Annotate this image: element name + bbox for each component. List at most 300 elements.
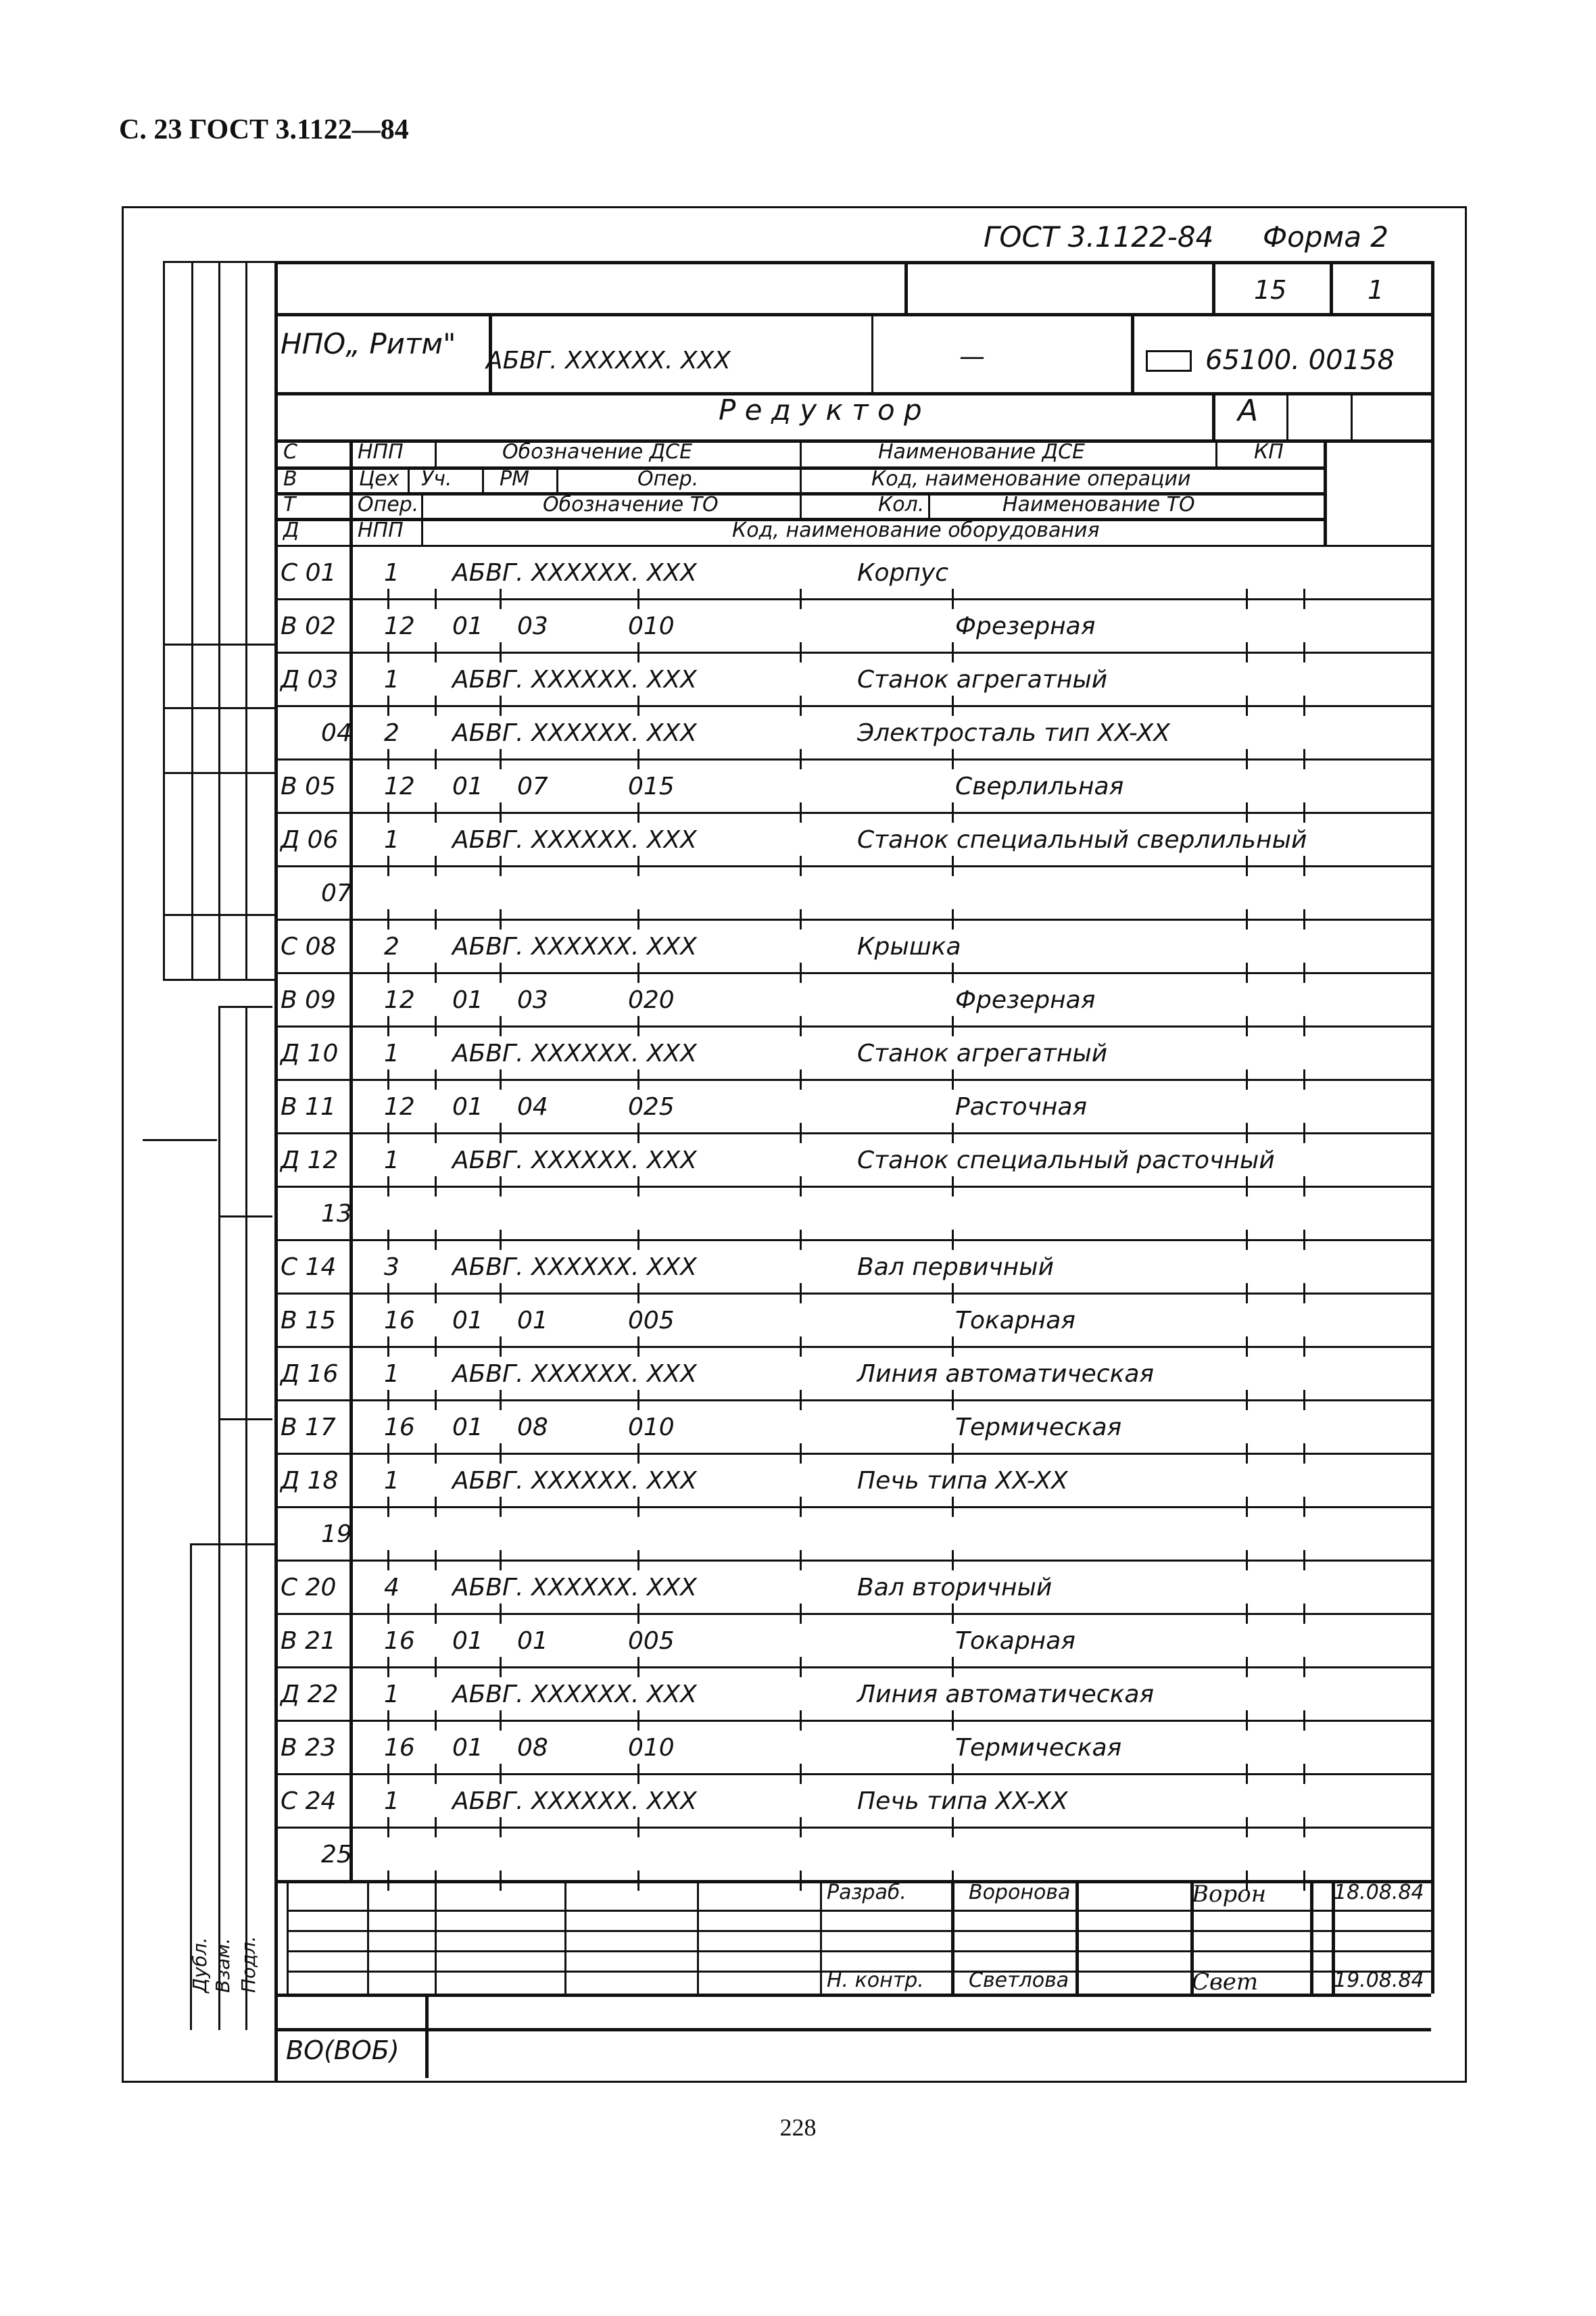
grid-tick: [800, 1668, 802, 1677]
grid-tick: [387, 1283, 389, 1293]
signature-line: [287, 1950, 1431, 1952]
grid-tick: [435, 1134, 437, 1143]
grid-tick: [800, 973, 802, 983]
grid-tick: [435, 1561, 437, 1570]
header-field-4-2: Код, наименование оборудования: [732, 518, 1100, 542]
row-line: [274, 652, 1431, 654]
row-quantity: 16: [384, 1307, 415, 1334]
grid-tick: [1303, 696, 1305, 705]
grid-tick: [800, 856, 802, 865]
sheets-total: 15: [1254, 275, 1287, 305]
grid-tick: [435, 1069, 437, 1079]
grid-tick: [952, 1294, 954, 1303]
grid-tick: [435, 653, 437, 662]
grid-tick: [387, 1817, 389, 1827]
row-name: Расточная: [955, 1093, 1088, 1121]
grid-tick: [387, 706, 389, 716]
grid-tick: [435, 1240, 437, 1250]
row-quantity: 3: [384, 1253, 400, 1281]
grid-tick: [952, 1240, 954, 1250]
grid-tick: [800, 589, 802, 598]
header-field-4-1: НПП: [358, 518, 404, 542]
row-label-divider: [349, 1026, 353, 1079]
grid-tick: [800, 909, 802, 919]
margin-line: [218, 1418, 272, 1420]
grid-tick: [1303, 1401, 1305, 1410]
row-line: [274, 1079, 1431, 1081]
grid-tick: [1303, 1347, 1305, 1357]
grid-tick: [1303, 760, 1305, 769]
grid-tick: [1246, 1550, 1248, 1560]
grid-tick: [800, 867, 802, 876]
row-label-divider: [349, 758, 353, 812]
grid-tick: [500, 963, 502, 972]
grid-tick: [800, 1443, 802, 1453]
grid-tick: [500, 1657, 502, 1666]
grid-tick: [1246, 963, 1248, 972]
grid-tick: [435, 1283, 437, 1293]
grid-tick: [952, 1347, 954, 1357]
grid-tick: [952, 1614, 954, 1624]
grid-tick: [435, 1710, 437, 1720]
margin-line: [218, 261, 220, 981]
grid-tick: [387, 653, 389, 662]
grid-tick: [1246, 1240, 1248, 1250]
grid-tick: [637, 760, 639, 769]
grid-tick: [637, 1603, 639, 1613]
grid-tick: [952, 920, 954, 930]
grid-tick: [1303, 1550, 1305, 1560]
grid-tick: [952, 696, 954, 705]
grid-tick: [435, 867, 437, 876]
grid-tick: [952, 802, 954, 812]
grid-tick: [435, 1336, 437, 1346]
row-quantity: 12: [384, 1093, 415, 1121]
row-label-divider: [349, 1773, 353, 1827]
grid-tick: [435, 1294, 437, 1303]
header-separator: [800, 492, 802, 518]
grid-tick: [1303, 1497, 1305, 1506]
row-label: Д 22: [281, 1681, 339, 1708]
grid-tick: [500, 706, 502, 716]
row-code: АБВГ. XXXXXX. XXX: [452, 1787, 697, 1815]
signature-separator: [564, 1880, 566, 1994]
grid-tick: [952, 1603, 954, 1613]
row-label: С 24: [281, 1787, 337, 1815]
doc-type-line: [274, 2028, 1431, 2031]
grid-tick: [1303, 1710, 1305, 1720]
row-name: Печь типа XX-XX: [857, 1467, 1068, 1495]
row-code: 01: [452, 1307, 483, 1334]
header-field-2-1: Цех: [359, 467, 400, 491]
grid-tick: [1303, 706, 1305, 716]
grid-tick: [952, 1390, 954, 1399]
grid-tick: [952, 1336, 954, 1346]
grid-tick: [1246, 1603, 1248, 1613]
grid-tick: [952, 1027, 954, 1036]
grid-tick: [1246, 749, 1248, 758]
grid-tick: [800, 653, 802, 662]
row-quantity: 12: [384, 773, 415, 800]
grid-tick: [1246, 1187, 1248, 1197]
grid-tick: [1246, 1443, 1248, 1453]
grid-tick: [1303, 1390, 1305, 1399]
grid-tick: [800, 1283, 802, 1293]
row-operation: 010: [628, 1734, 675, 1762]
row-code: АБВГ. XXXXXX. XXX: [452, 719, 697, 747]
row-label-divider: [349, 1453, 353, 1506]
header-field-1-4: КП: [1254, 440, 1284, 464]
grid-tick: [1246, 760, 1248, 769]
row-quantity: 1: [384, 826, 400, 854]
grid-tick: [800, 1027, 802, 1036]
grid-tick: [1303, 1134, 1305, 1143]
grid-tick: [800, 1497, 802, 1506]
grid-tick: [387, 1603, 389, 1613]
grid-tick: [387, 1390, 389, 1399]
grid-tick: [1303, 1603, 1305, 1613]
row-name: Сверлильная: [955, 773, 1124, 800]
header-separator: [928, 492, 930, 518]
grid-tick: [952, 1668, 954, 1677]
header-separator: [408, 466, 410, 492]
row-line: [274, 1186, 1431, 1188]
margin-line: [218, 1215, 272, 1217]
grid-tick: [500, 1764, 502, 1773]
grid-tick: [1246, 1828, 1248, 1837]
grid-tick: [637, 1283, 639, 1293]
grid-tick: [1246, 1069, 1248, 1079]
page-number: 228: [779, 2114, 817, 2141]
row-operation: 010: [628, 1414, 675, 1441]
organization-name: НПО„ Ритм": [281, 327, 456, 360]
grid-tick: [500, 1454, 502, 1464]
grid-tick: [1246, 1123, 1248, 1132]
grid-tick: [800, 1230, 802, 1239]
grid-tick: [952, 1561, 954, 1570]
grid-tick: [1246, 1027, 1248, 1036]
grid-tick: [435, 1497, 437, 1506]
grid-tick: [500, 973, 502, 983]
grid-tick: [435, 1721, 437, 1731]
grid-tick: [637, 653, 639, 662]
row-quantity: 12: [384, 612, 415, 640]
grid-tick: [500, 760, 502, 769]
row-label-divider: [349, 1720, 353, 1773]
grid-tick: [435, 1603, 437, 1613]
grid-tick: [1246, 1134, 1248, 1143]
row-operation: 005: [628, 1307, 675, 1334]
grid-tick: [387, 1134, 389, 1143]
row-label-divider: [349, 1239, 353, 1293]
grid-tick: [800, 1561, 802, 1570]
header-separator: [421, 518, 423, 545]
row-code: АБВГ. XXXXXX. XXX: [452, 826, 697, 854]
grid-tick: [387, 1668, 389, 1677]
grid-tick: [435, 1871, 437, 1880]
margin-line: [191, 261, 193, 981]
grid-tick: [800, 1507, 802, 1517]
margin-line: [163, 261, 278, 263]
row-name: Станок агрегатный: [857, 1040, 1108, 1067]
grid-tick: [952, 1123, 954, 1132]
row-label-divider: [349, 972, 353, 1026]
grid-tick: [387, 642, 389, 652]
grid-tick: [637, 920, 639, 930]
grid-tick: [637, 1764, 639, 1773]
product-code: 65100. 00158: [1205, 345, 1395, 376]
grid-tick: [500, 1401, 502, 1410]
grid-tick: [500, 1240, 502, 1250]
grid-tick: [637, 1828, 639, 1837]
row-operation: 020: [628, 986, 675, 1014]
grid-tick: [952, 813, 954, 823]
header-separator: [421, 492, 423, 518]
grid-tick: [1246, 1454, 1248, 1464]
grid-tick: [952, 1764, 954, 1773]
row-name: Вал первичный: [857, 1253, 1054, 1281]
grid-tick: [1303, 1176, 1305, 1186]
grid-tick: [637, 1080, 639, 1090]
margin-line: [163, 707, 278, 709]
grid-tick: [952, 749, 954, 758]
grid-tick: [637, 1401, 639, 1410]
product-title: Р е д у к т о р: [719, 393, 922, 427]
header-type-4: Д: [283, 518, 299, 542]
grid-tick: [637, 1176, 639, 1186]
route-card-form: [122, 206, 1467, 2083]
row-label-divider: [349, 1666, 353, 1720]
row-code: АБВГ. XXXXXX. XXX: [452, 1040, 697, 1067]
grid-line: [1212, 261, 1215, 313]
row-section: 08: [517, 1414, 548, 1441]
grid-tick: [435, 1230, 437, 1239]
grid-tick: [800, 1721, 802, 1731]
grid-tick: [500, 867, 502, 876]
row-label-divider: [349, 1399, 353, 1453]
grid-tick: [1246, 1561, 1248, 1570]
row-quantity: 12: [384, 986, 415, 1014]
row-label: Д 18: [281, 1467, 339, 1495]
header-field-2-4: Опер.: [637, 467, 699, 491]
row-label: В 17: [281, 1414, 336, 1441]
grid-tick: [800, 813, 802, 823]
grid-tick: [637, 1240, 639, 1250]
row-name: Токарная: [955, 1627, 1075, 1655]
row-quantity: 2: [384, 719, 400, 747]
margin-line: [163, 261, 165, 981]
margin-line: [218, 1006, 272, 1008]
grid-tick: [1303, 642, 1305, 652]
doc-type-separator: [425, 1994, 429, 2078]
grid-tick: [387, 600, 389, 609]
grid-tick: [500, 1871, 502, 1880]
grid-tick: [500, 1507, 502, 1517]
grid-tick: [1303, 1828, 1305, 1837]
grid-tick: [387, 920, 389, 930]
grid-tick: [387, 696, 389, 705]
grid-tick: [800, 963, 802, 972]
grid-tick: [952, 1817, 954, 1827]
row-name: Токарная: [955, 1307, 1075, 1334]
grid-tick: [500, 802, 502, 812]
grid-tick: [387, 963, 389, 972]
grid-tick: [435, 1828, 437, 1837]
row-line: [274, 1346, 1431, 1348]
grid-tick: [637, 1187, 639, 1197]
grid-tick: [637, 696, 639, 705]
grid-tick: [1246, 1657, 1248, 1666]
grid-tick: [435, 813, 437, 823]
side-label-podl: Подл.: [237, 1935, 260, 1993]
grid-tick: [637, 856, 639, 865]
grid-tick: [500, 1443, 502, 1453]
grid-tick: [387, 1336, 389, 1346]
grid-tick: [435, 1390, 437, 1399]
grid-tick: [952, 856, 954, 865]
grid-tick: [1303, 1336, 1305, 1346]
grid-tick: [637, 1668, 639, 1677]
row-code: АБВГ. XXXXXX. XXX: [452, 1467, 697, 1495]
row-quantity: 1: [384, 1467, 400, 1495]
grid-tick: [952, 973, 954, 983]
grid-tick: [637, 1230, 639, 1239]
grid-tick: [800, 920, 802, 930]
header-separator: [1215, 439, 1217, 466]
grid-tick: [952, 760, 954, 769]
header-field-1-3: Наименование ДСЕ: [878, 440, 1086, 464]
row-section: 07: [517, 773, 548, 800]
row-label: 25: [321, 1841, 352, 1868]
grid-tick: [500, 1016, 502, 1026]
grid-tick: [800, 1710, 802, 1720]
grid-tick: [1303, 909, 1305, 919]
grid-tick: [637, 963, 639, 972]
signature-separator: [951, 1880, 954, 1994]
row-label: В 02: [281, 612, 336, 640]
grid-tick: [387, 749, 389, 758]
header-field-3-4: Наименование ТО: [1002, 493, 1195, 516]
row-operation: 025: [628, 1093, 675, 1121]
grid-tick: [637, 749, 639, 758]
grid-tick: [1246, 1390, 1248, 1399]
grid-tick: [500, 589, 502, 598]
grid-tick: [1303, 1764, 1305, 1773]
grid-tick: [435, 1657, 437, 1666]
header-field-2-5: Код, наименование операции: [871, 467, 1191, 491]
row-name: Фрезерная: [955, 612, 1096, 640]
row-label: 04: [321, 719, 352, 747]
row-code: АБВГ. XXXXXX. XXX: [452, 933, 697, 961]
signature-separator: [287, 1880, 289, 1994]
grid-tick: [1303, 589, 1305, 598]
grid-tick: [637, 1134, 639, 1143]
grid-tick: [1303, 1454, 1305, 1464]
row-line: [274, 919, 1431, 921]
grid-tick: [800, 1603, 802, 1613]
row-name: Вал вторичный: [857, 1574, 1053, 1601]
grid-tick: [1303, 1721, 1305, 1731]
row-name: Корпус: [857, 559, 949, 587]
grid-tick: [1246, 856, 1248, 865]
grid-tick: [1303, 653, 1305, 662]
grid-tick: [387, 1401, 389, 1410]
grid-tick: [637, 813, 639, 823]
grid-tick: [435, 1027, 437, 1036]
grid-tick: [387, 1497, 389, 1506]
grid-tick: [435, 1080, 437, 1090]
grid-tick: [435, 1550, 437, 1560]
grid-tick: [1246, 1871, 1248, 1880]
row-label-divider: [349, 1613, 353, 1666]
row-label: В 09: [281, 986, 336, 1014]
grid-tick: [800, 1123, 802, 1132]
row-line: [274, 865, 1431, 867]
row-label: С 08: [281, 933, 337, 961]
grid-tick: [387, 1454, 389, 1464]
grid-tick: [637, 1817, 639, 1827]
grid-tick: [800, 1614, 802, 1624]
grid-tick: [435, 963, 437, 972]
grid-tick: [435, 1764, 437, 1773]
grid-tick: [500, 1027, 502, 1036]
grid-tick: [1303, 1294, 1305, 1303]
grid-tick: [387, 1187, 389, 1197]
grid-tick: [952, 909, 954, 919]
grid-tick: [435, 1176, 437, 1186]
grid-line: [1351, 392, 1353, 439]
grid-tick: [387, 813, 389, 823]
side-label-vzam: Взам.: [212, 1937, 234, 1993]
row-quantity: 1: [384, 1360, 400, 1388]
grid-tick: [637, 1657, 639, 1666]
row-name: Термическая: [955, 1734, 1122, 1762]
header-field-1-2: Обозначение ДСЕ: [502, 440, 693, 464]
grid-tick: [952, 1721, 954, 1731]
header-separator: [482, 466, 484, 492]
grid-tick: [1246, 1710, 1248, 1720]
signature-signature-2: Свет: [1192, 1969, 1259, 1996]
grid-tick: [800, 1817, 802, 1827]
row-line: [274, 758, 1431, 761]
row-code: 01: [452, 612, 483, 640]
grid-tick: [387, 973, 389, 983]
grid-line: [274, 545, 1431, 547]
grid-line: [1286, 392, 1288, 439]
grid-tick: [435, 589, 437, 598]
row-quantity: 4: [384, 1574, 400, 1601]
grid-tick: [800, 1764, 802, 1773]
grid-tick: [387, 1550, 389, 1560]
row-line: [274, 1239, 1431, 1241]
grid-tick: [637, 1871, 639, 1880]
grid-tick: [500, 909, 502, 919]
grid-tick: [1303, 1123, 1305, 1132]
grid-tick: [637, 1614, 639, 1624]
row-code: 01: [452, 1627, 483, 1655]
grid-tick: [387, 1027, 389, 1036]
grid-tick: [1303, 867, 1305, 876]
row-code: АБВГ. XXXXXX. XXX: [452, 1574, 697, 1601]
signature-role-1: Разраб.: [827, 1881, 906, 1904]
grid-tick: [1246, 1497, 1248, 1506]
row-section: 01: [517, 1307, 548, 1334]
row-line: [274, 1720, 1431, 1722]
grid-tick: [500, 920, 502, 930]
row-label: В 11: [281, 1093, 336, 1121]
sheet-number: 1: [1368, 275, 1384, 305]
grid-tick: [800, 1187, 802, 1197]
